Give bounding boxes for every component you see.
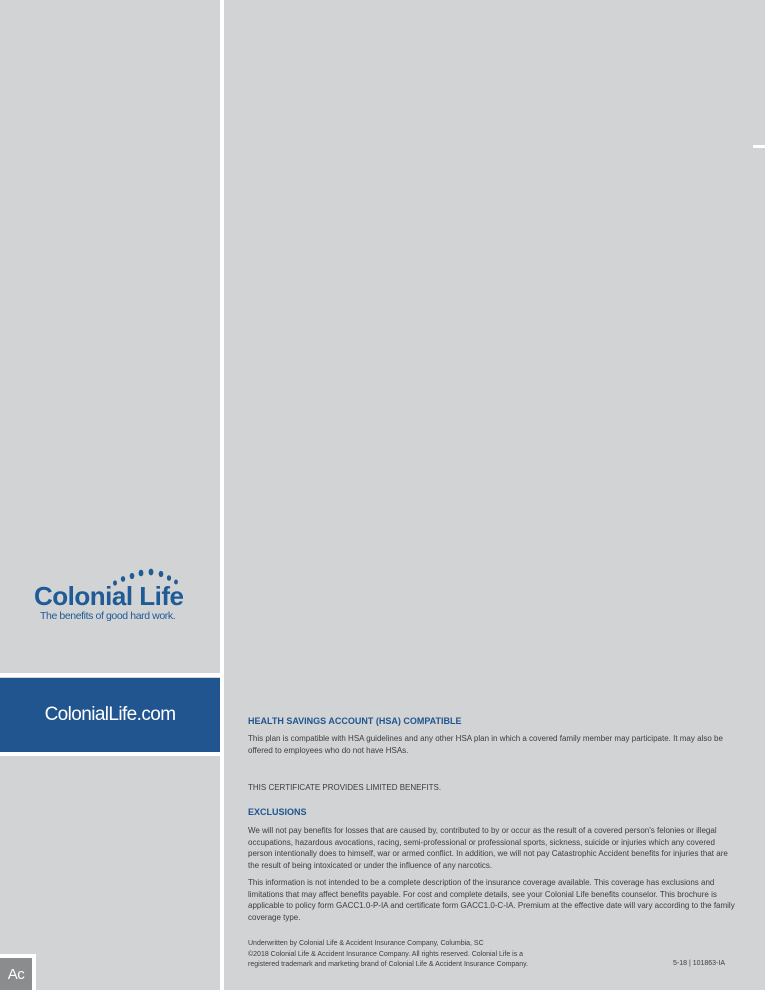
legal-text (248, 939, 738, 971)
corner-mark-box (0, 954, 36, 990)
website-band (0, 678, 220, 752)
exclusions-body: We will not pay benefits for losses that are caused by, contributed to by or occur as the result of a covered person's felonies or illegal occupations, hazardous avocations, racing, semi-professional or professional sports, sickness, suicide or injuries which any covered person intentionally does to himself, war or armed conflict. In addition, we will not pay Catastrophic Accident benefits for injuries that are the result of being intoxicated or under the influence of any narcotics. (248, 826, 728, 870)
colonial-life-logo (34, 566, 194, 626)
hsa-body: This plan is compatible with HSA guidelines and any other HSA plan in which a covered family member may participate. It may also be offered to employees who do not have HSAs. (248, 734, 723, 755)
form-code: 5-18 | 101863-IA (673, 960, 726, 967)
legal-line-1: Underwritten by Colonial Life & Accident Insurance Company, Columbia, SC (248, 940, 484, 947)
website-link[interactable]: ColonialLife.com (44, 704, 176, 725)
horizontal-divider-bottom (0, 752, 224, 756)
exclusions-heading: EXCLUSIONS (248, 807, 307, 817)
logo-tagline: The benefits of good hard work. (40, 610, 176, 622)
disclaimer-text: This information is not intended to be a complete description of the insurance coverage available. This coverage has exclusions and limitations that may affect benefits payable. For cost and complete details, see your Colonial Life benefits counselor. This brochure is applicable to policy form GACC1.0-P-IA and certificate form GACC1.0-C-IA. Premium at the effective date will vary according to the family coverage type. (248, 878, 735, 922)
legal-line-3: registered trademark and marketing brand of Colonial Life & Accident Insurance Company. (248, 961, 529, 968)
hsa-heading: HEALTH SAVINGS ACCOUNT (HSA) COMPATIBLE (248, 716, 462, 726)
limited-benefits-notice: THIS CERTIFICATE PROVIDES LIMITED BENEFITS. (248, 783, 442, 792)
logo-wordmark: Colonial Life (34, 581, 184, 611)
horizontal-divider-top (0, 673, 224, 677)
legal-line-2: ©2018 Colonial Life & Accident Insurance Company. All rights reserved. Colonial Life is a (248, 950, 524, 958)
corner-mark: Ac (0, 958, 32, 990)
vertical-divider (220, 0, 224, 990)
edge-tick (753, 145, 765, 148)
